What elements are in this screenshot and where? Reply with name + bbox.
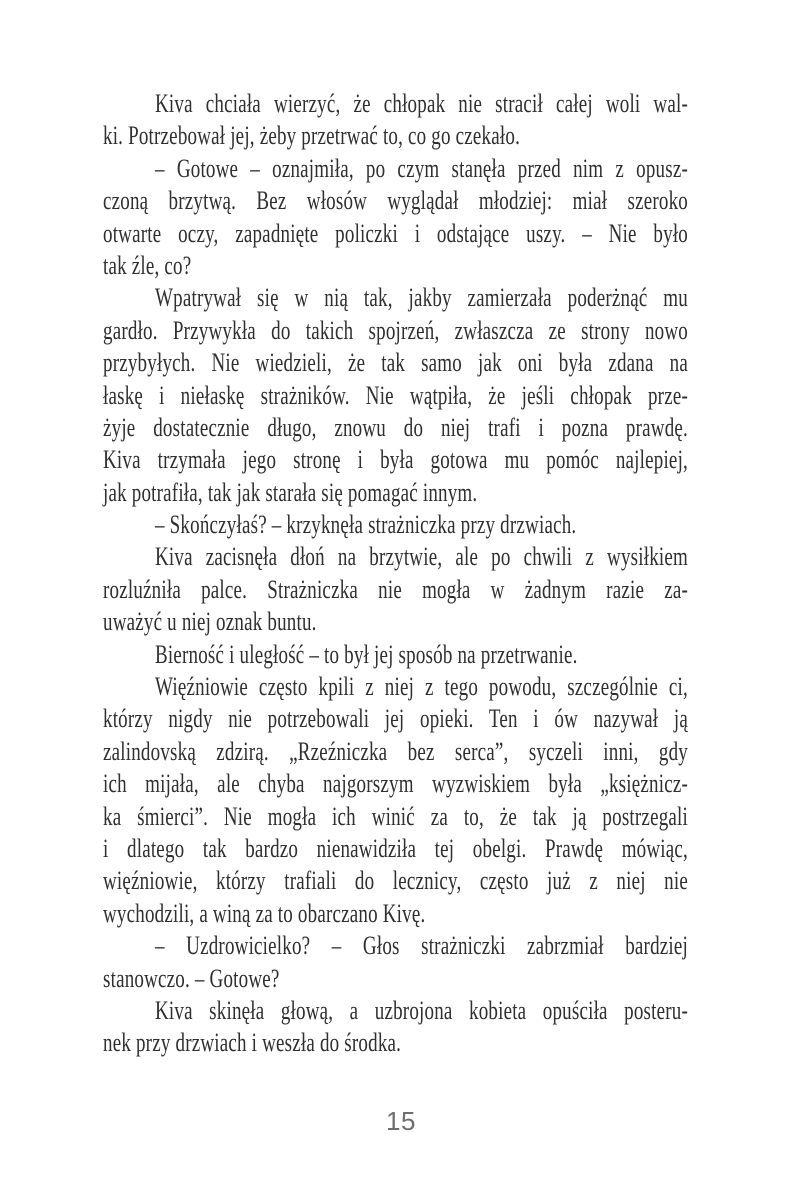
text-line-content: uważyć u niej oznak buntu. [103, 607, 317, 637]
text-line-content: wychodzili, a winą za to obarczano Kivę. [103, 899, 426, 929]
text-line-content: Kiva skinęła głową, a uzbrojona kobieta opuściła posteru- [155, 996, 688, 1026]
text-line [103, 1028, 688, 1060]
text-line-content: ki. Potrzebował jej, żeby przetrwać to, co go czekało. [103, 122, 521, 152]
text-line-content: rozluźniła palce. Strażniczka nie mogła w żadnym razie za- [103, 575, 688, 605]
text-line-content: łaskę i niełaskę strażników. Nie wątpiła, że jeśli chłopak prze- [103, 381, 688, 411]
text-line-content: gardło. Przywykła do takich spojrzeń, zwłaszcza ze strony nowo [103, 316, 688, 346]
text-line-content: czoną brzytwą. Bez włosów wyglądał młodziej: miał szeroko [103, 186, 688, 216]
text-line-content: nek przy drzwiach i weszła do środka. [103, 1029, 402, 1059]
text-line-content: stanowczo. – Gotowe? [103, 964, 280, 994]
text-line-content: – Skończyłaś? – krzyknęła strażniczka przy drzwiach. [155, 510, 577, 540]
text-line-content: – Gotowe – oznajmiła, po czym stanęła przed nim z opusz- [155, 154, 688, 184]
text-line-content: – Uzdrowicielko? – Głos strażniczki zabrzmiał bardziej [155, 931, 688, 961]
text-line-content: i dlatego tak bardzo nienawidziła tej obelgi. Prawdę mówiąc, [103, 834, 688, 864]
text-line-content: zalindovską zdzirą. „Rzeźniczka bez serca”, syczeli inni, gdy [103, 737, 688, 767]
page-text-block [103, 89, 688, 1061]
text-line-content: przybyłych. Nie wiedzieli, że tak samo jak oni była zdana na [103, 348, 688, 378]
text-line-content: otwarte oczy, zapadnięte policzki i odstające uszy. – Nie było [103, 219, 688, 249]
text-line-content: więźniowie, którzy trafiali do lecznicy, często już z niej nie [103, 867, 688, 897]
text-line-content: tak źle, co? [103, 251, 192, 281]
text-line-content: żyje dostatecznie długo, znowu do niej trafi i pozna prawdę. [103, 413, 688, 443]
text-line-content: jak potrafiła, tak jak starała się pomagać innym. [103, 478, 478, 508]
text-line-content: Więźniowie często kpili z niej z tego powodu, szczególnie ci, [155, 672, 688, 702]
text-line-content: Kiva chciała wierzyć, że chłopak nie stracił całej woli wal- [155, 89, 688, 119]
text-line-content: Wpatrywał się w nią tak, jakby zamierzała poderżnąć mu [155, 284, 688, 314]
text-line-content: Kiva trzymała jego stronę i była gotowa mu pomóc najlepiej, [103, 446, 688, 476]
page-number: 15 [386, 1106, 416, 1136]
text-line-content: ka śmierci”. Nie mogła ich winić za to, że tak ją postrzegali [103, 802, 688, 832]
text-line-content: Bierność i uległość – to był jej sposób na przetrwanie. [155, 640, 578, 670]
text-line-content: ich mijała, ale chyba najgorszym wyzwiskiem była „księżnicz- [103, 769, 688, 799]
text-line-content: którzy nigdy nie potrzebowali jej opieki. Ten i ów nazywał ją [103, 705, 688, 735]
text-line-content: Kiva zacisnęła dłoń na brzytwie, ale po chwili z wysiłkiem [155, 543, 688, 573]
